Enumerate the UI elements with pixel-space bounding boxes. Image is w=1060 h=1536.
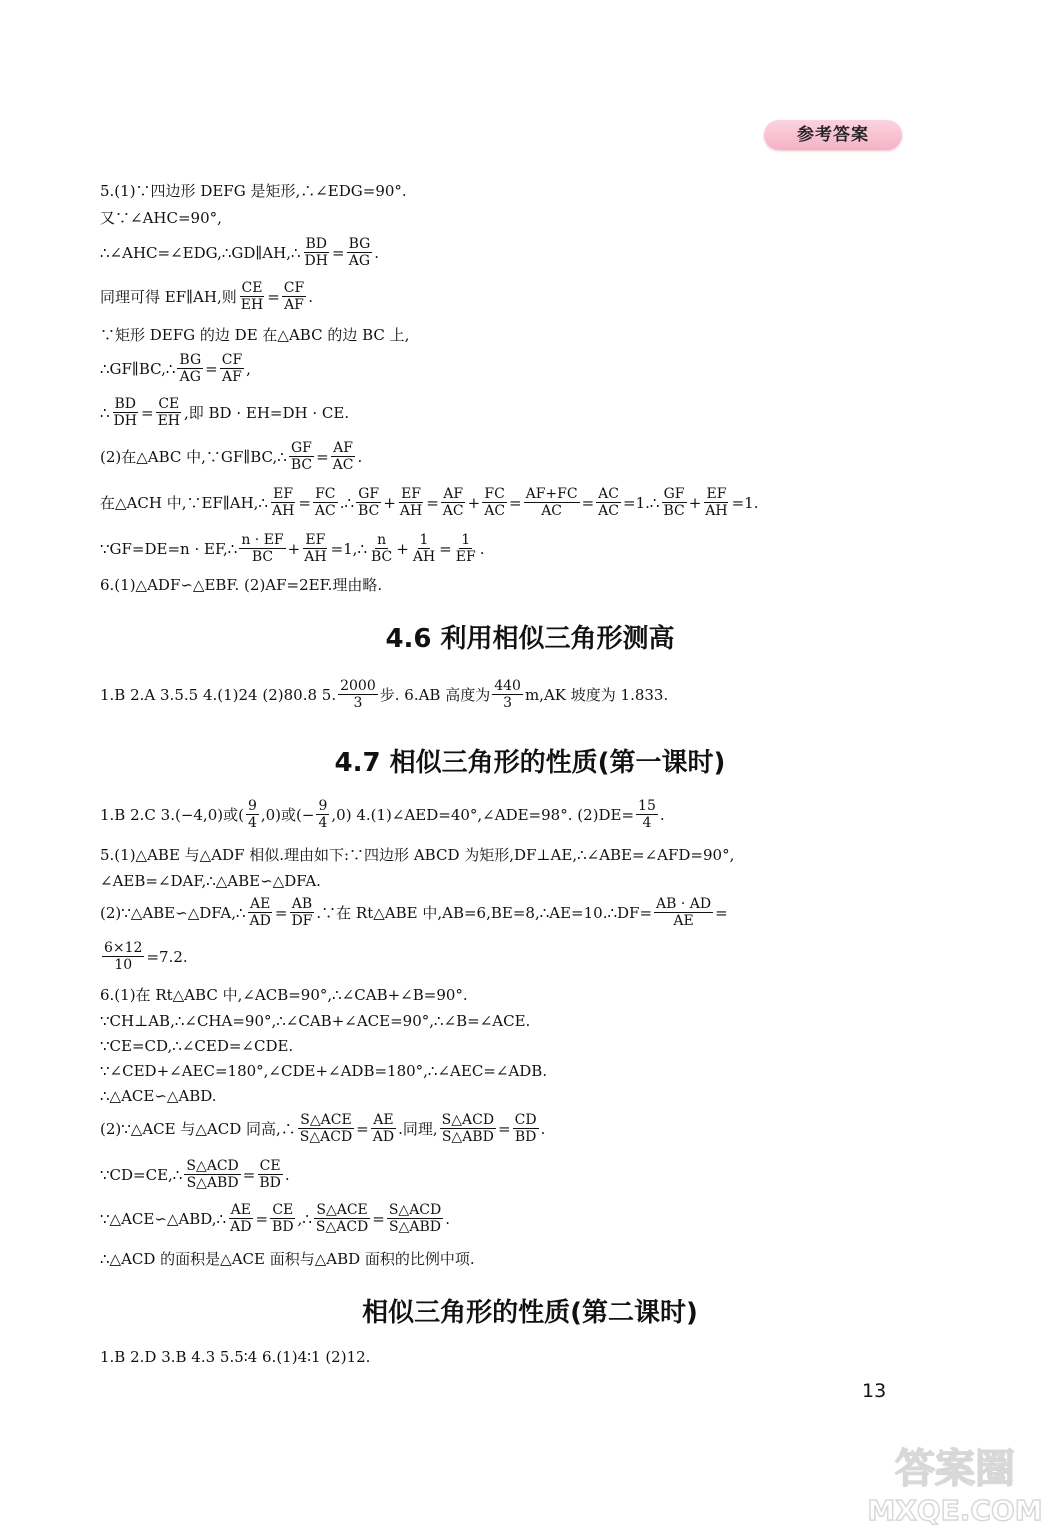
line: (2)∵△ABE∽△DFA,∴ AE AD = AB DF .∵在 Rt△ABE 中,AB=6,BE=8,∴AE=10.∴DF= $\frac{AB \cdot AD}{AE}$ = — [100, 896, 728, 929]
fraction: 2000 3 — [340, 678, 376, 711]
line: 5.(1)△ABE 与△ADF 相似.理由如下:∵四边形 ABCD 为矩形,DF⊥AE,∴∠ABE=∠AFD=90°, — [100, 846, 735, 864]
line: 5.(1)∵四边形 DEFG 是矩形,∴∠EDG=90°. — [100, 182, 407, 200]
answer-key-badge: 参考答案 — [764, 120, 902, 150]
line: $\frac{6\times 12}{10}$ =7.2. — [104, 940, 188, 973]
fraction: 1 AH — [412, 532, 436, 565]
fraction: AF+FC AC — [525, 486, 578, 519]
fraction: $\frac{EF}{AH}$ — [304, 532, 327, 565]
line: 又∵∠AHC=90°, — [100, 209, 222, 227]
fraction: $\frac{15}{4}$ — [638, 798, 656, 831]
line: 1.B 2.C 3.(−4,0)或( 9 4 ,0)或(− $\frac{9}{4}$ ,0) 4.(1)∠AED=40°,∠ADE=98°. (2)DE= $\frac{15}{4}$ . — [100, 798, 665, 831]
line: ∵∠CED+∠AEC=180°,∠CDE+∠ADB=180°,∴∠AEC=∠ADB. — [100, 1062, 548, 1080]
fraction: GF BC — [290, 440, 313, 473]
fraction: $\frac{AB \cdot AD}{AE}$ — [656, 896, 712, 929]
fraction: $\frac{6\times 12}{10}$ — [104, 940, 143, 973]
line: ∵CD=CE,∴ S△ACD S△ABD = CE BD . — [100, 1158, 290, 1191]
line: (2)在△ABC 中,∵GF∥BC,∴ GF BC = AF AC . — [100, 440, 363, 473]
fraction: 440 3 — [494, 678, 521, 711]
fraction: $\frac{9}{4}$ — [318, 798, 328, 831]
fraction: BG AG — [348, 236, 371, 269]
fraction: CF AF — [283, 280, 305, 313]
fraction: GF BC — [663, 486, 685, 519]
line: ∴ BD DH = CE EH ,即 BD · EH=DH · CE. — [100, 396, 350, 429]
line: ∴△ACE∽△ABD. — [100, 1087, 217, 1105]
fraction: AE AD — [249, 896, 271, 929]
line: ∠AEB=∠DAF,∴△ABE∽△DFA. — [100, 872, 321, 890]
fraction: AE AD — [372, 1112, 395, 1145]
line: 同理可得 EF∥AH,则 CE EH = CF AF . — [100, 280, 313, 313]
fraction: CE BD — [259, 1158, 281, 1191]
fraction: 1 EF — [455, 532, 476, 565]
fraction: FC AC — [484, 486, 506, 519]
fraction: AF AC — [332, 440, 354, 473]
line: ∵CH⊥AB,∴∠CHA=90°,∴∠CAB+∠ACE=90°,∴∠B=∠ACE. — [100, 1012, 531, 1030]
fraction: BD DH — [304, 236, 328, 269]
line: ∵GF=DE=n · EF,∴ n · EF BC + $\frac{EF}{AH}$ =1,∴ n BC + 1 AH = 1 EF . — [100, 532, 485, 565]
fraction: AF AC — [442, 486, 464, 519]
section-heading: 4.7 相似三角形的性质(第一课时) — [334, 748, 726, 778]
svg-text:MXQE.COM: MXQE.COM — [867, 1494, 1043, 1527]
fraction: GF BC — [358, 486, 380, 519]
line: 6.(1)在 Rt△ABC 中,∠ACB=90°,∴∠CAB+∠B=90°. — [100, 986, 468, 1004]
watermark-logo — [860, 1440, 1050, 1530]
fraction: AE AD — [230, 1202, 252, 1235]
fraction: 9 4 — [247, 798, 257, 831]
fraction: CE EH — [157, 396, 180, 429]
fraction: n BC — [371, 532, 393, 565]
fraction: S△ACD S△ABD — [441, 1112, 495, 1145]
line: ∵矩形 DEFG 的边 DE 在△ABC 的边 BC 上, — [100, 326, 410, 344]
fraction: S△ACD S△ABD — [186, 1158, 239, 1191]
line: 1.B 2.A 3.5.5 4.(1)24 (2)80.8 5. 2000 3 步. 6.AB 高度为 440 3 m,AK 坡度为 1.833. — [100, 678, 669, 711]
line: 在△ACH 中,∵EF∥AH,∴ EF AH = FC AC . ∴ GF BC + EF AH = AF AC + FC AC = AF+FC AC = $\frac{AC}{AC}$ =1.∴ GF BC + $\frac{EF}{AH}$ =1. — [100, 486, 759, 519]
line: ∴GF∥BC,∴ BG AG = CF AF , — [100, 352, 251, 385]
line: ∵△ACE∽△ABD,∴ AE AD = CE BD ,∴ S△ACE S△ACD = S△ACD S△ABD . — [100, 1202, 451, 1235]
fraction: EF AH — [399, 486, 423, 519]
fraction: CD BD — [514, 1112, 537, 1145]
fraction: $\frac{EF}{AH}$ — [705, 486, 728, 519]
fraction: S△ACE S△ACD — [315, 1202, 369, 1235]
fraction: S△ACD S△ABD — [388, 1202, 442, 1235]
fraction: EF AH — [271, 486, 295, 519]
fraction: FC AC — [314, 486, 336, 519]
fraction: BD DH — [113, 396, 137, 429]
line: 1.B 2.D 3.B 4.3 5.5∶4 6.(1)4∶1 (2)12. — [100, 1348, 371, 1366]
fraction: CE EH — [240, 280, 264, 313]
fraction: S△ACE S△ACD — [299, 1112, 353, 1145]
fraction: CF AF — [221, 352, 243, 385]
line: ∵CE=CD,∴∠CED=∠CDE. — [100, 1037, 294, 1055]
page-number: 13 — [862, 1380, 887, 1402]
fraction: BG AG — [179, 352, 202, 385]
fraction: CE BD — [272, 1202, 294, 1235]
section-heading: 相似三角形的性质(第二课时) — [362, 1298, 698, 1328]
fraction: n · EF BC — [241, 532, 284, 565]
section-heading: 4.6 利用相似三角形测高 — [385, 624, 675, 654]
fraction: $\frac{AC}{AC}$ — [598, 486, 619, 519]
line: 6.(1)△ADF∽△EBF. (2)AF=2EF.理由略. — [100, 576, 383, 594]
fraction: AB DF — [291, 896, 313, 929]
svg-text:答案圈: 答案圈 — [895, 1446, 1015, 1492]
line: ∴△ACD 的面积是△ACE 面积与△ABD 面积的比例中项. — [100, 1250, 475, 1268]
line: ∴∠AHC=∠EDG,∴GD∥AH,∴ BD DH = BG AG . — [100, 236, 380, 269]
line: (2)∵△ACE 与△ACD 同高,∴ S△ACE S△ACD = AE AD .同理, S△ACD S△ABD = CD BD . — [100, 1112, 546, 1145]
